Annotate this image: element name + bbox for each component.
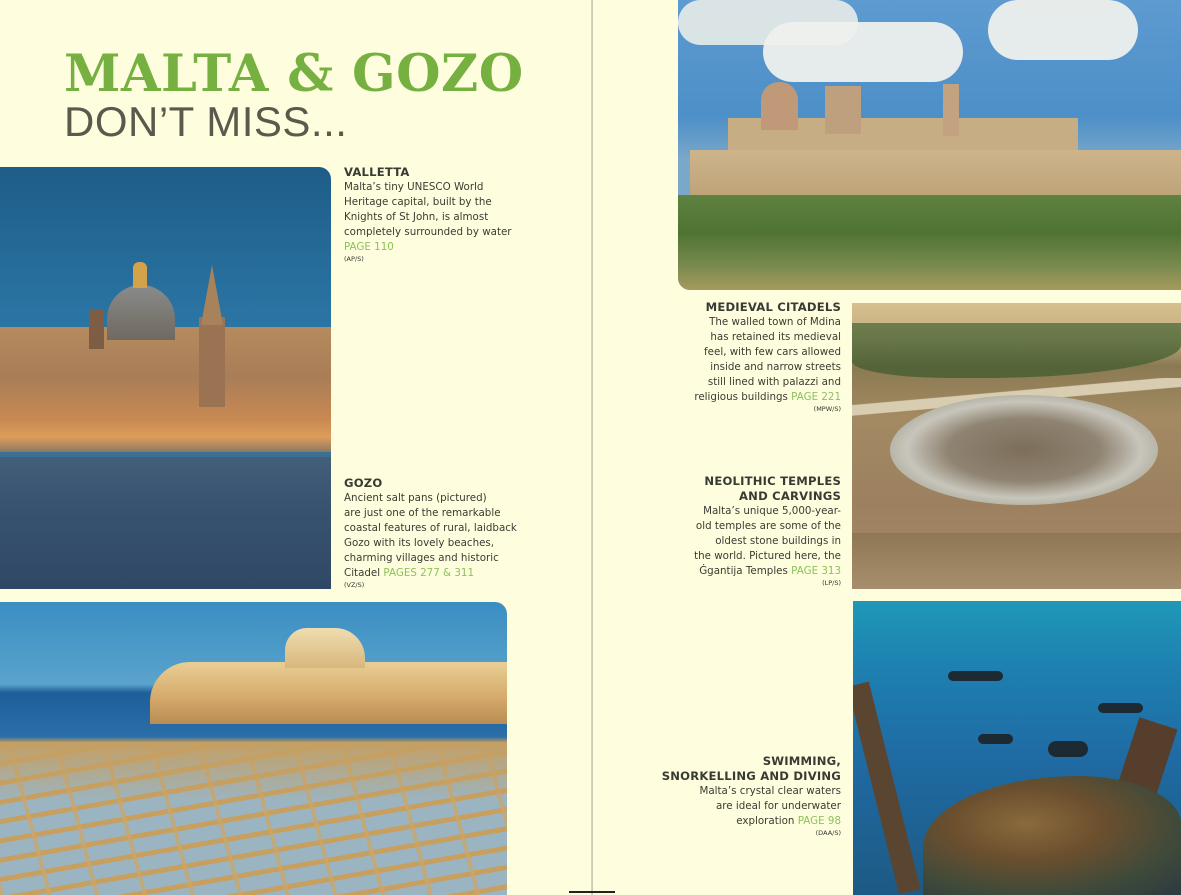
page-reference[interactable]: PAGES 277 & 311	[383, 567, 475, 579]
gozo-saltpans-photo	[0, 602, 507, 895]
caption-line: Gozo with its lovely beaches,	[344, 537, 495, 549]
diver-shape	[978, 734, 1013, 744]
caption-tail: religious buildings	[694, 391, 788, 403]
page-title: MALTA & GOZO	[64, 44, 524, 104]
caption-line: still lined with palazzi and	[707, 376, 841, 388]
wreck-mast-shape	[853, 682, 921, 895]
caption-valletta	[344, 165, 519, 264]
caption-swimming-diving	[640, 754, 841, 838]
caption-line: inside and narrow streets	[710, 361, 841, 373]
diving-wreck-photo	[853, 601, 1181, 895]
caption-line: Malta’s unique 5,000-year-	[703, 505, 841, 517]
caption-heading: VALLETTA	[344, 165, 410, 179]
tower-shape	[199, 317, 225, 407]
caption-heading: SNORKELLING AND DIVING	[661, 769, 841, 783]
page-reference[interactable]: PAGE 98	[797, 815, 841, 827]
page-title-block	[64, 44, 524, 145]
photo-credit: (DAA/S)	[815, 829, 841, 837]
valletta-city-shape	[0, 327, 331, 452]
harbour-water	[0, 457, 331, 589]
caption-line: The walled town of Mdina	[709, 316, 841, 328]
photo-credit: (AP/S)	[344, 255, 364, 263]
caption-medieval-citadels	[680, 300, 841, 414]
trees-shape	[852, 323, 1181, 378]
caption-line: charming villages and historic	[344, 552, 499, 564]
caption-line: Malta’s crystal clear waters	[699, 785, 841, 797]
caption-heading: AND CARVINGS	[739, 489, 841, 503]
cloud-shape	[988, 0, 1138, 60]
diver-shape	[948, 671, 1003, 681]
caption-line: Knights of St John, is almost	[344, 211, 489, 223]
wreck-shape	[923, 776, 1181, 895]
dome-shape	[107, 285, 175, 340]
caption-heading: MEDIEVAL CITADELS	[705, 300, 841, 314]
caption-line: the world. Pictured here, the	[694, 550, 841, 562]
lantern-shape	[133, 262, 147, 288]
caption-gozo	[344, 476, 524, 590]
page-reference[interactable]: PAGE 313	[791, 565, 841, 577]
caption-line: old temples are some of the	[695, 520, 841, 532]
dome-shape	[761, 82, 798, 130]
gutter-mark	[569, 891, 615, 893]
caption-line: are just one of the remarkable	[344, 507, 501, 519]
caption-line: feel, with few cars allowed	[704, 346, 841, 358]
spire-shape	[201, 265, 223, 325]
twin-towers-shape	[825, 86, 861, 134]
caption-tail: exploration	[736, 815, 795, 827]
photo-credit: (MPW/S)	[813, 405, 841, 413]
photo-credit: (LP/S)	[822, 579, 841, 587]
caption-tail: Citadel	[344, 567, 381, 579]
caption-tail: Ġgantija Temples	[699, 565, 788, 577]
caption-line: Ancient salt pans (pictured)	[344, 492, 487, 504]
page-gutter	[591, 0, 593, 895]
cloud-shape	[763, 22, 963, 82]
ground-shape	[852, 533, 1181, 589]
belfry-shape	[89, 309, 104, 349]
ggantija-temples-photo	[852, 303, 1181, 589]
photo-credit: (VZ/S)	[344, 581, 365, 589]
caption-line: Heritage capital, built by the	[344, 196, 492, 208]
caption-heading: NEOLITHIC TEMPLES	[704, 474, 841, 488]
rock-shape	[285, 628, 365, 668]
diver-shape	[1048, 741, 1088, 757]
caption-line: Malta’s tiny UNESCO World	[344, 181, 484, 193]
caption-line: has retained its medieval	[710, 331, 841, 343]
mdina-photo	[678, 0, 1181, 290]
salt-pans-fade	[0, 742, 507, 802]
caption-neolithic-temples	[680, 474, 841, 588]
hillside-shape	[678, 195, 1181, 290]
cliff-shape	[150, 662, 507, 724]
caption-line: completely surrounded by water	[344, 226, 512, 238]
diver-shape	[1098, 703, 1143, 713]
valletta-photo	[0, 167, 331, 589]
page-reference[interactable]: PAGE 221	[791, 391, 841, 403]
caption-heading: SWIMMING,	[762, 754, 841, 768]
caption-heading: GOZO	[344, 476, 383, 490]
page-subtitle: DON’T MISS...	[64, 98, 348, 145]
page-reference[interactable]: PAGE 110	[344, 241, 394, 253]
temple-ring-shape	[890, 395, 1158, 505]
caption-line: oldest stone buildings in	[715, 535, 841, 547]
bell-tower-shape	[943, 84, 959, 136]
caption-line: are ideal for underwater	[715, 800, 841, 812]
caption-line: coastal features of rural, laidback	[344, 522, 517, 534]
